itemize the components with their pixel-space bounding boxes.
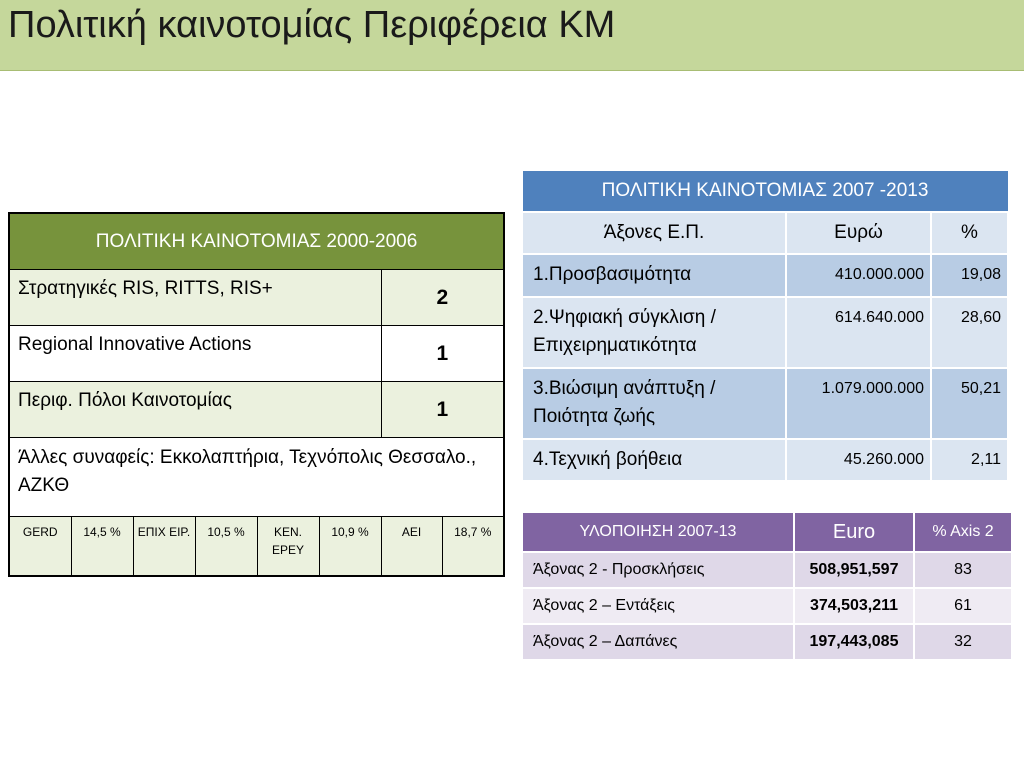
table-header: ΠΟΛΙΤΙΚΗ ΚΑΙΝΟΤΟΜΙΑΣ 2007 -2013 (522, 171, 1008, 213)
row-label: Περιφ. Πόλοι Καινοτομίας (9, 382, 381, 438)
table-row (9, 270, 504, 326)
column-header: % Axis 2 (914, 512, 1012, 552)
implementation-2007-13-table (521, 511, 1013, 661)
euro-cell: 197,443,085 (794, 624, 914, 660)
table-row (522, 297, 1008, 368)
indicator-label: ΑΕΙ (381, 517, 442, 577)
row-label: Άξονας 2 – Εντάξεις (522, 588, 794, 624)
euro-cell: 374,503,211 (794, 588, 914, 624)
indicator-value: 10,9 % (319, 517, 381, 577)
indicator-value: 18,7 % (442, 517, 504, 577)
axis-cell: 3.Βιώσιμη ανάπτυξη / Ποιότητα ζωής (522, 368, 786, 439)
row-label: Άξονας 2 - Προσκλήσεις (522, 552, 794, 588)
slide-title: Πολιτική καινοτομίας Περιφέρεια ΚΜ (8, 4, 616, 46)
indicator-value: 14,5 % (71, 517, 133, 577)
euro-cell: 614.640.000 (786, 297, 931, 368)
euro-cell: 1.079.000.000 (786, 368, 931, 439)
percent-cell: 28,60 (931, 297, 1008, 368)
column-header-row (522, 512, 1012, 552)
table-row (9, 438, 504, 517)
other-related-text: Άλλες συναφείς: Εκκολαπτήρια, Τεχνόπολις Θεσσαλο., ΑΖΚΘ (9, 438, 504, 517)
table-row (522, 439, 1008, 482)
table-row (9, 326, 504, 382)
indicator-label: GERD (9, 517, 71, 577)
row-value: 1 (381, 382, 504, 438)
row-label: Regional Innovative Actions (9, 326, 381, 382)
percent-cell: 19,08 (931, 254, 1008, 297)
table-header: ΠΟΛΙΤΙΚΗ ΚΑΙΝΟΤΟΜΙΑΣ 2000-2006 (9, 213, 504, 270)
percent-cell: 61 (914, 588, 1012, 624)
row-value: 2 (381, 270, 504, 326)
table-row (522, 254, 1008, 297)
percent-cell: 2,11 (931, 439, 1008, 482)
innovation-policy-2007-2013-table (521, 170, 1009, 482)
title-bar (0, 0, 1024, 71)
euro-cell: 508,951,597 (794, 552, 914, 588)
table-row (522, 552, 1012, 588)
axis-cell: 1.Προσβασιμότητα (522, 254, 786, 297)
axis-cell: 2.Ψηφιακή σύγκλιση / Επιχειρηματικότητα (522, 297, 786, 368)
column-header: Άξονες Ε.Π. (522, 212, 786, 254)
column-header-row (522, 212, 1008, 254)
row-label: Στρατηγικές RIS, RITTS, RIS+ (9, 270, 381, 326)
percent-cell: 50,21 (931, 368, 1008, 439)
euro-cell: 45.260.000 (786, 439, 931, 482)
axis-cell: 4.Τεχνική βοήθεια (522, 439, 786, 482)
indicator-value: 10,5 % (195, 517, 257, 577)
row-label: Άξονας 2 – Δαπάνες (522, 624, 794, 660)
table-row (9, 382, 504, 438)
indicator-row (9, 517, 504, 577)
row-value: 1 (381, 326, 504, 382)
column-header: ΥΛΟΠΟΙΗΣΗ 2007-13 (522, 512, 794, 552)
indicator-label: ΚΕΝ. ΕΡΕΥ (257, 517, 319, 577)
column-header: % (931, 212, 1008, 254)
percent-cell: 83 (914, 552, 1012, 588)
table-row (522, 624, 1012, 660)
percent-cell: 32 (914, 624, 1012, 660)
table-row (522, 588, 1012, 624)
table-row (522, 368, 1008, 439)
indicator-label: ΕΠΙΧ ΕΙΡ. (133, 517, 195, 577)
column-header: Ευρώ (786, 212, 931, 254)
innovation-policy-2000-2006-table (8, 212, 505, 577)
euro-cell: 410.000.000 (786, 254, 931, 297)
column-header: Euro (794, 512, 914, 552)
